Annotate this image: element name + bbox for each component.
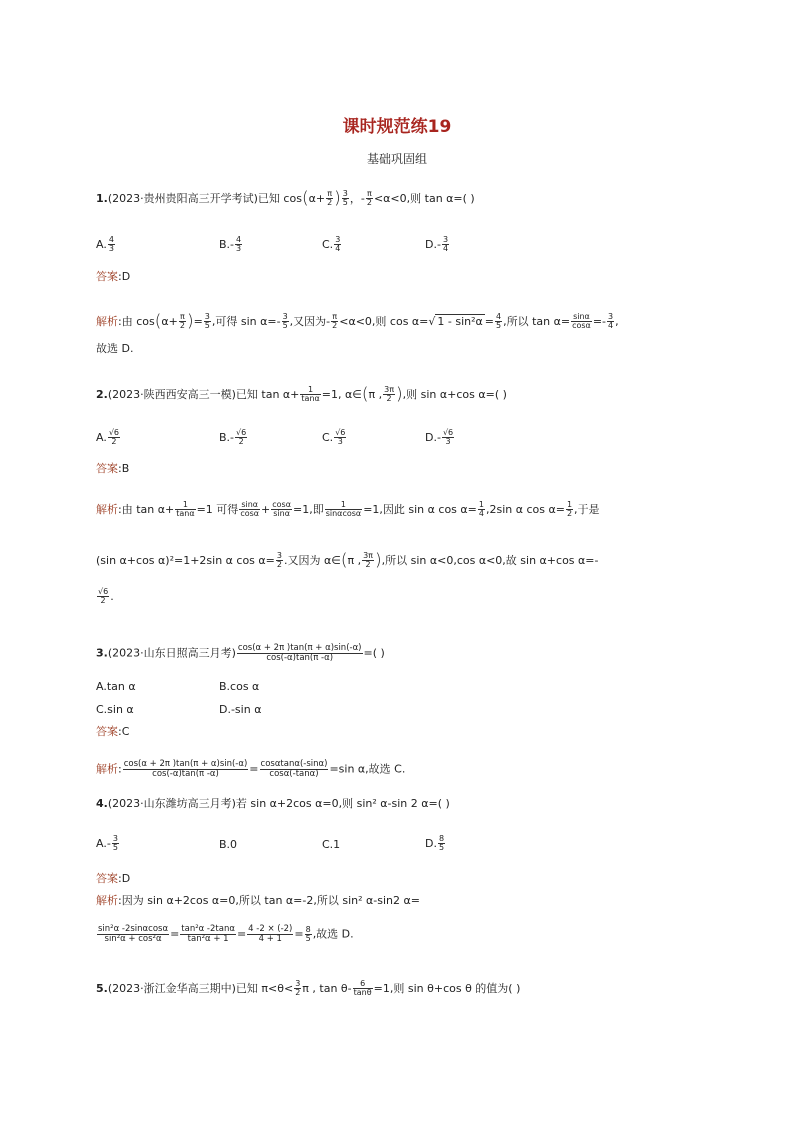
page-title: 课时规范练19 — [342, 117, 452, 137]
q4-option-a: A.- $\frac{3}{5}$ — [96, 834, 118, 853]
q2-option-c: C. $\frac{√6}{3}$ — [322, 428, 346, 447]
q1-option-a: A. $\frac{4}{3}$ — [96, 235, 114, 254]
q2-explanation: 解析:由 tan α+ $\frac{1}{\tan\alpha}$ =1 可得 $\frac{\sin\alpha}{\cos\alpha}$ + $\frac{\cos\alpha}{\sin\alpha}$ =1,即 $\frac{1}{\sin\alpha\cos\alpha}$ =1,因此 sin α cos α= $\frac{1}{4}$ ,2sin α cos α= $\frac{1}{2}$ ,于是 — [96, 500, 600, 519]
q3-option-a: A.tan α — [96, 680, 136, 693]
q4-explanation-2: $\frac{\text{sin²α -2sinαcosα}}{\text{sin²α + cos²α}}$ = $\frac{\text{tan²α -2tanα}}{\text{tan²α + 1}}$ = $\frac{4 -2 \times (-2)}{4 + 1}$ = $\frac{8}{5}$ ,故选 D. — [98, 924, 354, 944]
question-2: 2.(2023·陕西西安高三一模)已知 tan α+ $\frac{1}{\tan\alpha}$ =1, α∈(π , $\frac{3\pi}{2}$ ),则 sin α+cos α=( ) — [96, 384, 507, 405]
q3-answer: 答案:C — [96, 725, 130, 738]
q4-answer: 答案:D — [96, 872, 131, 885]
q3-option-d: D.-sin α — [219, 703, 262, 716]
q3-explanation: 解析: $\frac{\cos(\alpha + 2\pi )\tan(\pi + \alpha)\sin(-\alpha)}{\cos(-\alpha)\tan(\pi -\alpha)}$ = $\frac{\cos\alpha\tan\alpha(-\sin\alpha)}{\cos\alpha(-\tan\alpha)}$ =sin α,故选 C. — [96, 759, 406, 779]
q2-option-a: A. $\frac{√6}{2}$ — [96, 428, 120, 447]
question-4: 4.(2023·山东潍坊高三月考)若 sin α+2cos α=0,则 sin² α-sin 2 α=( ) — [96, 797, 450, 810]
question-3: 3.(2023·山东日照高三月考) $\frac{\cos(\alpha + 2\pi )\tan(\pi + \alpha)\sin(-\alpha)}{\cos(-\alpha)\tan(\pi -\alpha)}$ =( ) — [96, 643, 385, 663]
q1-explanation-end: 故选 D. — [96, 342, 134, 355]
q2-option-d: D.- $\frac{√6}{3}$ — [425, 428, 454, 447]
q4-option-d: D. $\frac{8}{5}$ — [425, 834, 445, 853]
section-subtitle: 基础巩固组 — [366, 152, 427, 166]
q1-option-c: C. $\frac{3}{4}$ — [322, 235, 341, 254]
q1-option-b: B.- $\frac{4}{3}$ — [219, 235, 242, 254]
q2-option-b: B.- $\frac{√6}{2}$ — [219, 428, 247, 447]
q2-explanation-2: (sin α+cos α)²=1+2sin α cos α= $\frac{3}{2}$ .又因为 α∈(π , $\frac{3\pi}{2}$ ),所以 sin α<0,cos α<0,故 sin α+cos α=- — [96, 550, 599, 571]
q2-explanation-3: $\frac{√6}{2}$ . — [98, 587, 114, 606]
q3-option-c: C.sin α — [96, 703, 134, 716]
q1-option-d: D.- $\frac{3}{4}$ — [425, 235, 449, 254]
q4-explanation: 解析:因为 sin α+2cos α=0,所以 tan α=-2,所以 sin² α-sin2 α= — [96, 894, 420, 907]
q4-option-c: C.1 — [322, 838, 341, 851]
q3-option-b: B.cos α — [219, 680, 260, 693]
question-5: 5.(2023·浙江金华高三期中)已知 π<θ< $\frac{3}{2}$ π , tan θ- $\frac{6}{\tan\theta}$ =1,则 sin θ+cos θ 的值为( ) — [96, 979, 521, 998]
question-1: 1.(2023·贵州贵阳高三开学考试)已知 cos(α+ $\frac{\pi}{2}$ ) $\frac{3}{5}$ ，- $\frac{\pi}{2}$ <α<0,则 tan α=( ) — [96, 188, 475, 209]
q1-explanation: 解析:由 cos(α+ $\frac{\pi}{2}$ )= $\frac{3}{5}$ ,可得 sin α=- $\frac{3}{5}$ ,又因为- $\frac{\pi}{2}$ <α<0,则 cos α=√ 1 - sin²α = $\frac{4}{5}$ ,所以 tan α= $\frac{\sin\alpha}{\cos\alpha}$ =- $\frac{3}{4}$ , — [96, 311, 619, 332]
q2-answer: 答案:B — [96, 462, 130, 475]
q4-option-b: B.0 — [219, 838, 238, 851]
q1-answer: 答案:D — [96, 270, 131, 283]
